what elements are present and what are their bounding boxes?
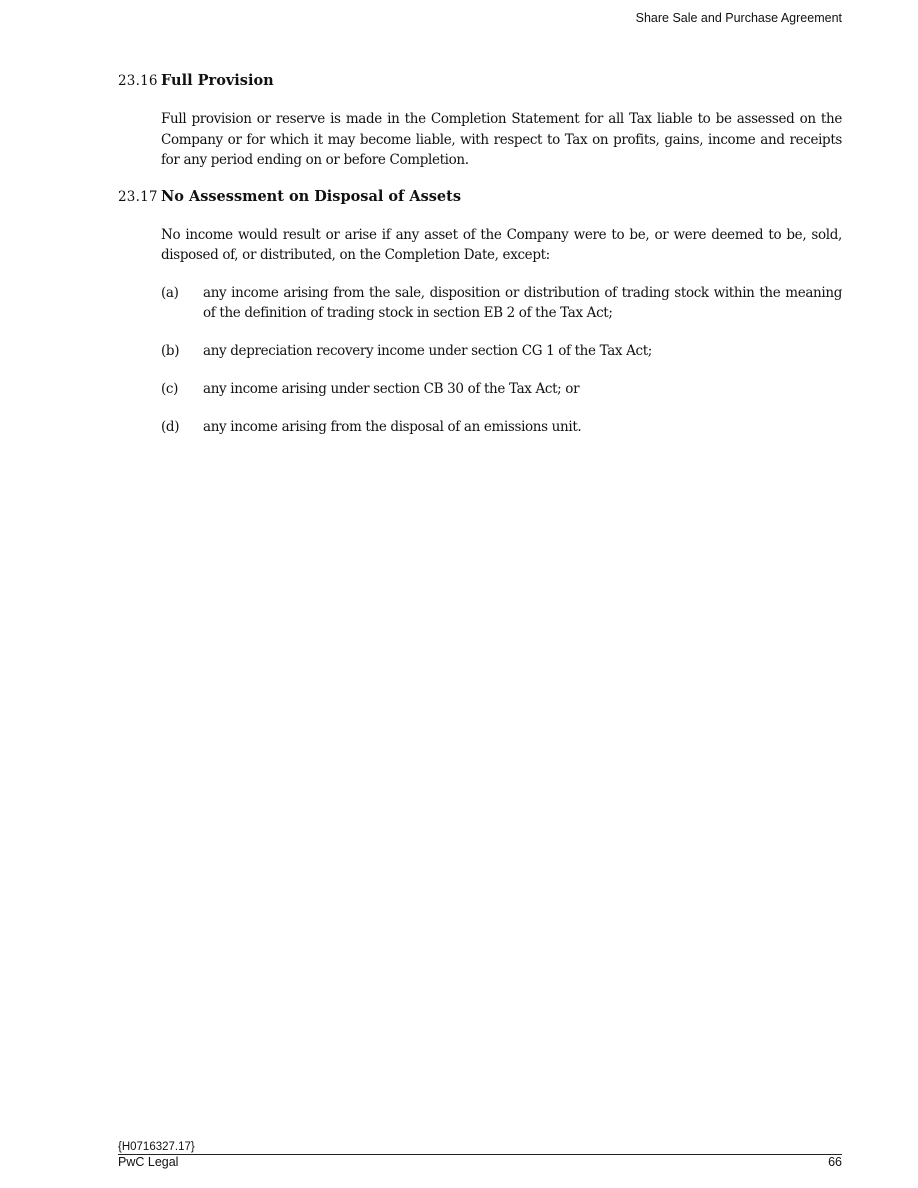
item-text: any income arising under section CB 30 of the Tax Act; or: [203, 381, 580, 397]
page-number: 66: [828, 1155, 842, 1169]
clause-23-16: [118, 70, 842, 171]
clause-title: No Assessment on Disposal of Assets: [161, 187, 462, 205]
list-item: [161, 283, 842, 324]
clause-title: Full Provision: [161, 72, 274, 89]
clause-number: 23.17: [118, 188, 158, 205]
list-item: [161, 379, 842, 400]
footer-firm-name: PwC Legal: [118, 1155, 179, 1169]
sub-item-list: [161, 283, 842, 438]
item-text: any depreciation recovery income under section CG 1 of the Tax Act;: [203, 343, 653, 359]
item-label: (c): [161, 381, 179, 397]
clause-heading: [118, 186, 842, 208]
document-reference: {H0716327.17}: [118, 1141, 195, 1153]
clause-heading: [118, 70, 842, 92]
document-content: [118, 70, 842, 455]
item-text: any income arising from the sale, disposition or distribution of trading stock within the meaning of the definition of trading stock in section EB 2 of the Tax Act;: [203, 284, 842, 321]
list-item: [161, 341, 842, 362]
clause-23-17: [118, 186, 842, 438]
footer-divider: [118, 1154, 842, 1155]
item-label: (d): [161, 419, 180, 435]
clause-body: No income would result or arise if any asset of the Company were to be, or were deemed to be, sold, disposed of, or distributed, on the Completion Date, except:: [161, 226, 842, 263]
item-label: (b): [161, 343, 180, 359]
running-header: Share Sale and Purchase Agreement: [635, 11, 842, 25]
clause-number: 23.16: [118, 73, 158, 89]
clause-body: Full provision or reserve is made in the Completion Statement for all Tax liable to be assessed on the Company or for which it may become liable, with respect to Tax on profits, gains, income and receipts for any period ending on or before Completion.: [161, 111, 842, 168]
list-item: [161, 417, 842, 438]
item-label: (a): [161, 284, 179, 301]
item-text: any income arising from the disposal of an emissions unit.: [203, 419, 582, 435]
